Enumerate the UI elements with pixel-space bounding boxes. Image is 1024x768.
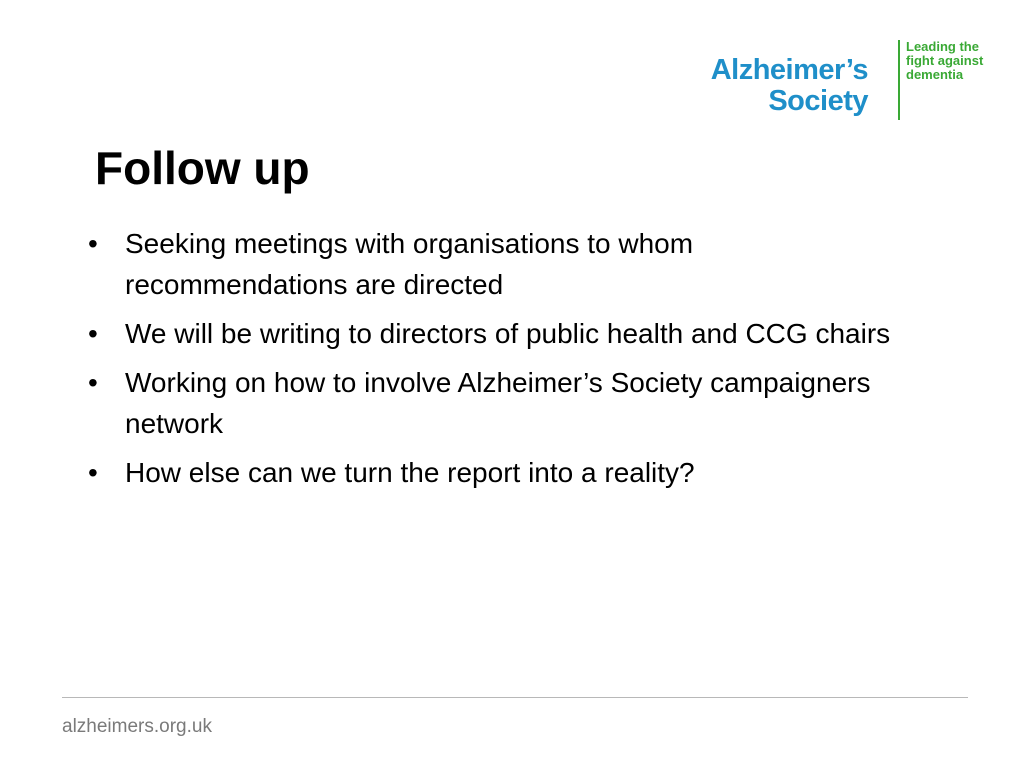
bullet-text: Working on how to involve Alzheimer’s Society campaigners network [125, 367, 871, 439]
bullet-text: How else can we turn the report into a reality? [125, 457, 695, 488]
bullet-item [84, 452, 904, 493]
bullet-item [84, 313, 904, 354]
logo-tagline-line1: Leading the [906, 39, 979, 54]
slide-title: Follow up [95, 142, 310, 194]
bullet-dot-icon: • [88, 457, 98, 488]
logo-divider [898, 40, 900, 120]
bullet-dot-icon: • [88, 367, 98, 398]
bullet-text: We will be writing to directors of public health and CCG chairs [125, 318, 891, 349]
bullet-dot-icon: • [88, 228, 98, 259]
bullet-item [84, 223, 904, 305]
alzheimers-society-logo [710, 38, 996, 122]
bullet-list [84, 223, 904, 501]
logo-brand-line1: Alzheimer’s [710, 54, 868, 86]
bullet-item [84, 362, 904, 444]
bullet-dot-icon: • [88, 318, 98, 349]
bullet-text: Seeking meetings with organisations to whom recommendations are directed [125, 228, 694, 300]
footer-divider [62, 697, 968, 698]
logo-tagline-line2: fight against [906, 53, 984, 68]
logo-tagline [906, 40, 983, 82]
logo-tagline-line3: dementia [906, 67, 964, 82]
logo-brand-line2: Society [768, 85, 868, 117]
footer-url: alzheimers.org.uk [62, 716, 212, 737]
